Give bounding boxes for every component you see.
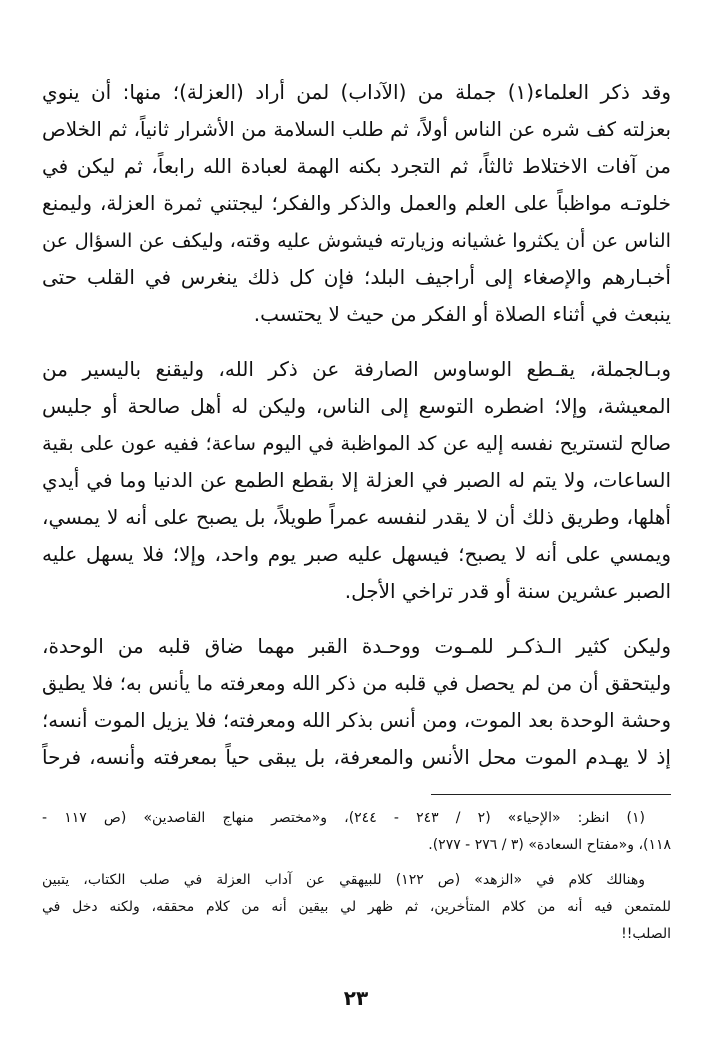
text-line: الناس عن أن يكثروا غشيانه وزيارته فيشوش عليه وقته، وليكف عن السؤال عن (42, 229, 671, 252)
footnote-line: الصلب!! (621, 926, 671, 942)
footnote-divider (431, 794, 671, 795)
text-line: من آفات الاختلاط ثالثاً، ثم التجرد بكنه الهمة لعبادة الله رابعاً، ثم ليكن في (42, 154, 671, 178)
text-line: بعزلته كف شره عن الناس أولاً، ثم طلب السلامة من الأشرار ثانياً، ثم الخلاص (42, 118, 671, 141)
text-line: أهلها، وطريق ذلك أن لا يقدر لنفسه عمراً طويلاً، بل يصبح على أنه لا يمسي، (42, 505, 671, 529)
text-line: الصبر عشرين سنة أو قدر تراخي الأجل. (344, 579, 671, 603)
page-number: ٢٣ (343, 986, 369, 1010)
text-line: المعيشة، وإلا؛ اضطره التوسع إلى الناس، وليكن له أهل صالحة أو جليس (42, 394, 671, 418)
text-line: الساعات، ولا يتم له الصبر في العزلة إلا بقطع الطمع عن الدنيا وما في أيدي (42, 468, 671, 492)
text-line: إذ لا يهـدم الموت محل الأنس والمعرفة، بل يبقى حياً بمعرفته وأنسه، فرحاً (42, 745, 671, 769)
text-line: وليتحقق أن من لم يحصل في قلبه من ذكر الله ومعرفته ما يأنس به؛ فلا يطيق (42, 672, 671, 695)
footnotes (42, 805, 671, 948)
text-line: ويمسي على أنه لا يصبح؛ فيسهل عليه صبر يوم واحد، وإلا؛ فلا يسهل عليه (42, 542, 671, 566)
footnote-gap (42, 859, 671, 867)
text-line: وليكن كثير الـذكـر للمـوت ووحـدة القبر مهما ضاق قلبه من الوحدة، (42, 634, 671, 658)
text-line: خلوتـه مواظباً على العلم والعمل والذكر والفكر؛ ليجتني ثمرة العزلة، وليمنع (42, 191, 671, 215)
text-line: وقد ذكر العلماء(١) جملة من (الآداب) لمن أراد (العزلة)؛ منها: أن ينوي (42, 80, 671, 104)
footnote-line: وهنالك كلام في «الزهد» (ص ١٢٢) للبيهقي عن آداب العزلة في صلب الكتاب، يتبين (42, 872, 645, 888)
text-line: أخبـارهم والإصغاء إلى أراجيف البلد؛ فإن كل ذلك ينغرس في القلب حتى (42, 265, 671, 289)
footnote-line: للمتمعن فيه أنه من كلام المتأخرين، ثم ظهر لي بيقين أنه من كلام محققه، ولكنه دخل في (42, 899, 671, 915)
paragraph-3 (42, 628, 671, 776)
paragraph-2 (42, 351, 671, 610)
page-body (42, 74, 671, 948)
text-line: وبـالجملة، يقـطع الوساوس الصارفة عن ذكر الله، وليقنع باليسير من (42, 357, 671, 381)
footnote-line: ١١٨)، و«مفتاح السعادة» (٣ / ٢٧٦ - ٢٧٧). (428, 837, 671, 853)
text-line: صالح لتستريح نفسه إليه عن كد المواظبة في اليوم ساعة؛ ففيه عون على بقية (42, 432, 671, 455)
paragraph-1 (42, 74, 671, 333)
text-line: ينبعث في أثناء الصلاة أو الفكر من حيث لا يحتسب. (253, 302, 671, 326)
footnote-line: (١) انظر: «الإحياء» (٢ / ٢٤٣ - ٢٤٤)، و«مختصر منهاج القاصدين» (ص ١١٧ - (42, 810, 645, 826)
text-line: وحشة الوحدة بعد الموت، ومن أنس بذكر الله ومعرفته؛ فلا يزيل الموت أنسه؛ (42, 709, 671, 732)
